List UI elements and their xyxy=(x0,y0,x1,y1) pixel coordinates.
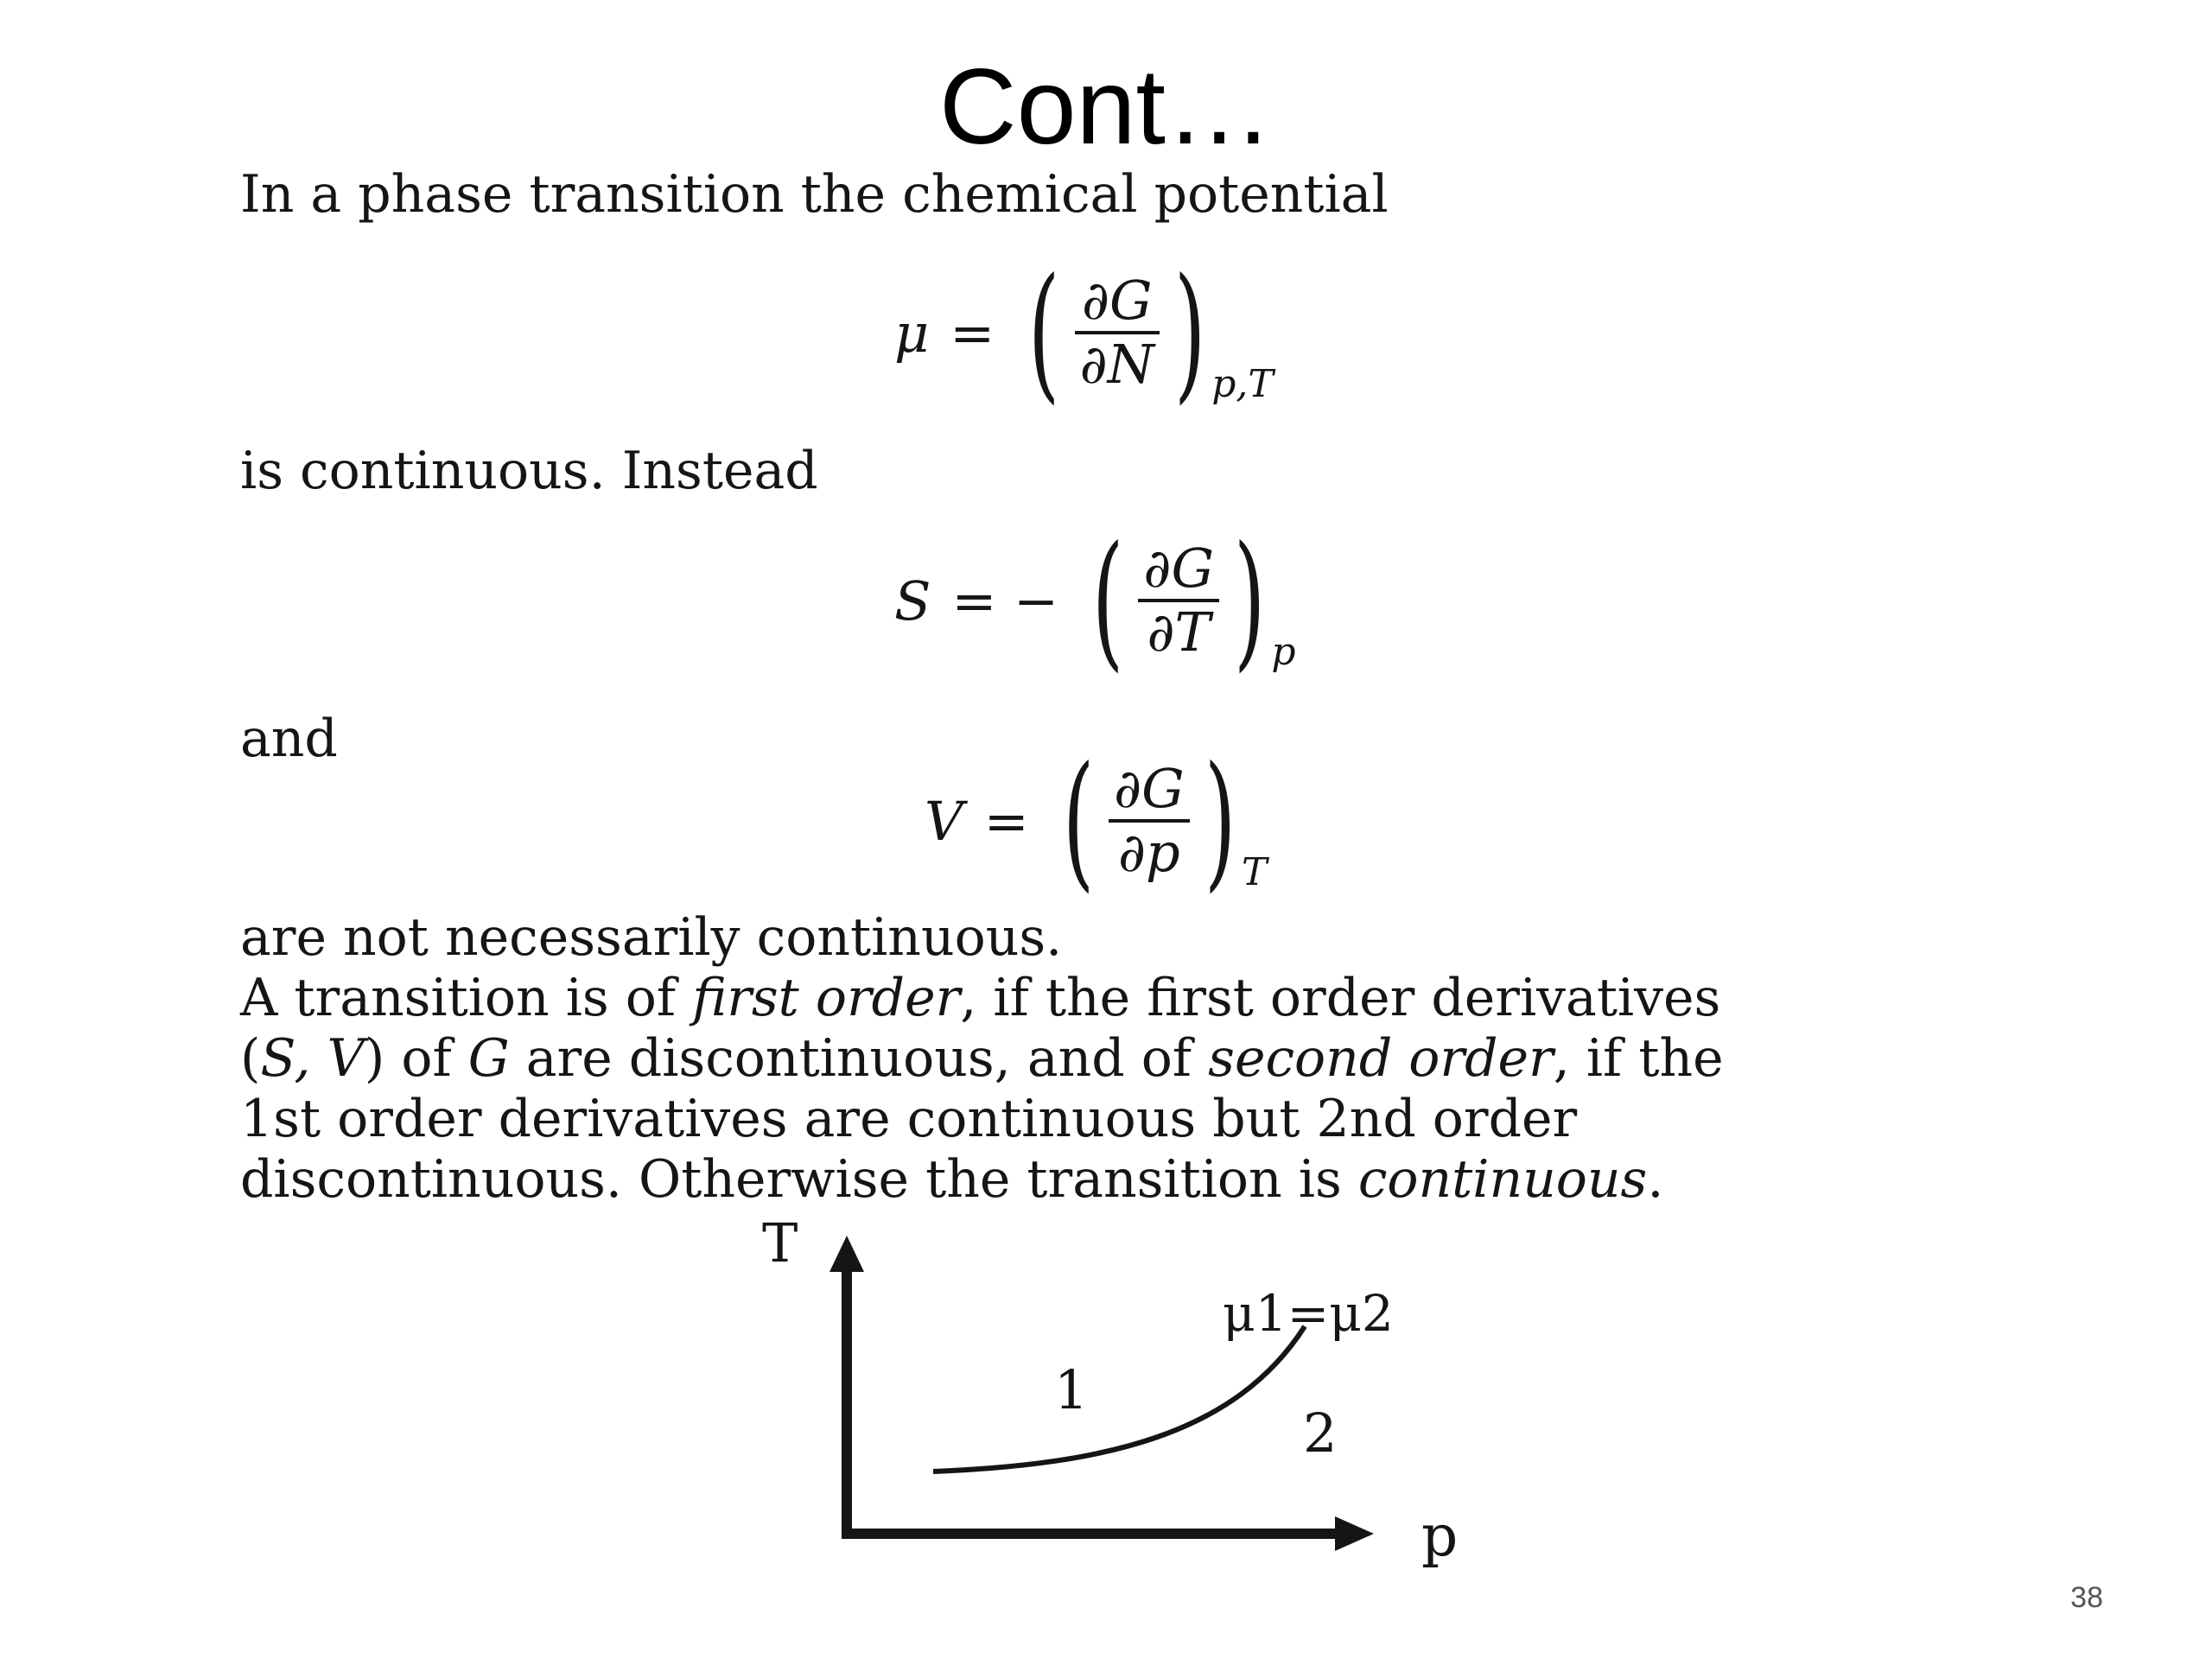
right-paren: ) xyxy=(1204,735,1236,906)
mu-lhs: μ xyxy=(894,301,930,365)
mu-subscript: p,T xyxy=(1211,362,1274,406)
region-2-label: 2 xyxy=(1303,1402,1338,1465)
region-1-label: 1 xyxy=(1054,1358,1089,1421)
text-span: ( xyxy=(240,1028,261,1089)
text-span: , if the first order derivatives xyxy=(960,968,1721,1028)
v-lhs: V xyxy=(925,789,963,853)
v-numerator: ∂G xyxy=(1114,757,1185,820)
not-continuous-text: are not necessarily continuous. xyxy=(240,907,1063,968)
y-axis-arrow-icon xyxy=(830,1236,864,1272)
x-axis-arrow-icon xyxy=(1335,1516,1374,1551)
continuous-emphasis: continuous xyxy=(1357,1149,1648,1210)
left-paren: ( xyxy=(1092,515,1124,686)
mu-numerator: ∂G xyxy=(1081,269,1153,332)
curve-label: μ1=μ2 xyxy=(1223,1284,1394,1343)
left-paren: ( xyxy=(1028,247,1060,418)
definition-line-3: 1st order derivatives are continuous but 2nd order xyxy=(240,1089,1578,1149)
right-paren: ) xyxy=(1173,247,1206,418)
left-paren: ( xyxy=(1062,735,1095,906)
y-axis-label: T xyxy=(762,1211,798,1274)
s-subscript: p xyxy=(1271,630,1296,674)
coexistence-curve xyxy=(933,1326,1305,1471)
page-number: 38 xyxy=(2070,1581,2103,1614)
mu-op: = xyxy=(950,301,995,365)
x-axis-label: p xyxy=(1421,1503,1459,1569)
text-span: . xyxy=(1647,1149,1664,1210)
slide-title: Cont… xyxy=(939,48,1273,167)
intro-text: In a phase transition the chemical potential xyxy=(240,164,1389,225)
right-paren: ) xyxy=(1233,515,1266,686)
continuous-text: is continuous. Instead xyxy=(240,441,818,501)
first-order-emphasis: first order xyxy=(692,968,961,1028)
s-numerator: ∂G xyxy=(1143,537,1215,600)
s-lhs: S xyxy=(894,569,931,632)
v-subscript: T xyxy=(1241,850,1268,894)
sv-symbols: S, V xyxy=(260,1028,365,1089)
text-span: A transition is of xyxy=(240,968,693,1028)
s-denominator: ∂T xyxy=(1147,601,1211,664)
mu-denominator: ∂N xyxy=(1079,333,1154,396)
text-span: ) of xyxy=(364,1028,468,1089)
v-denominator: ∂p xyxy=(1117,821,1180,884)
and-text: and xyxy=(240,709,338,769)
second-order-emphasis: second order xyxy=(1208,1028,1554,1089)
text-span: are discontinuous, and of xyxy=(509,1028,1209,1089)
v-op: = xyxy=(983,789,1029,853)
s-op: = − xyxy=(951,569,1059,632)
text-span: discontinuous. Otherwise the transition is xyxy=(240,1149,1358,1210)
g-symbol: G xyxy=(467,1028,510,1089)
text-span: , if the xyxy=(1553,1028,1724,1089)
